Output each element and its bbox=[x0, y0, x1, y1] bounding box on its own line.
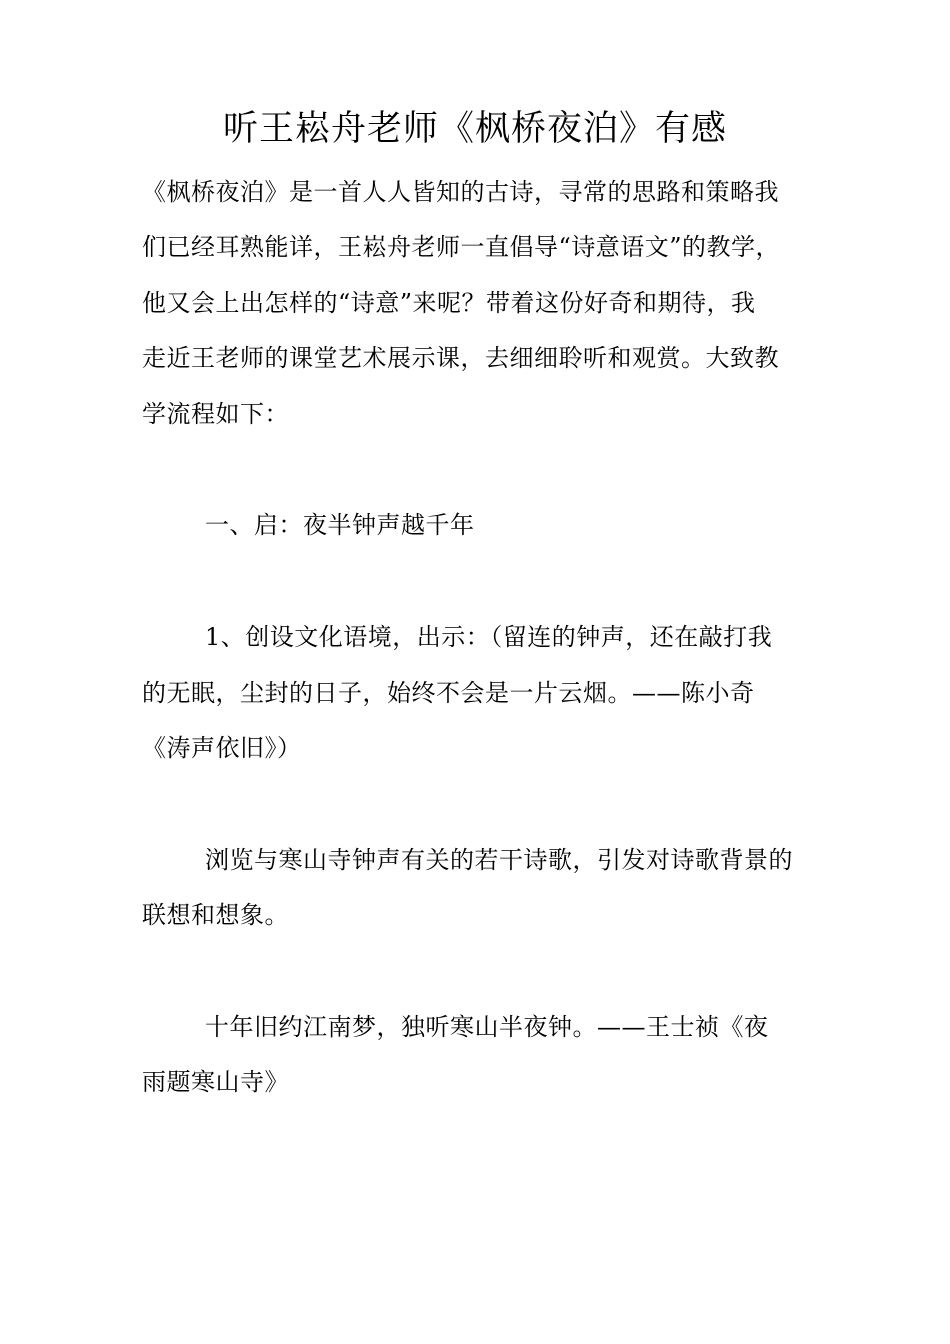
poem-line-1: 十年旧约江南梦，独听寒山半夜钟。——王士祯《夜 bbox=[205, 1013, 769, 1041]
browse-line-1: 浏览与寒山寺钟声有关的若干诗歌，引发对诗歌背景的 bbox=[205, 846, 793, 874]
browse-line-2: 联想和想象。 bbox=[142, 901, 289, 929]
intro-line-2: 们已经耳熟能详，王崧舟老师一直倡导“诗意语文”的教学， bbox=[142, 233, 781, 261]
poem-line-2: 雨题寒山寺》 bbox=[142, 1068, 289, 1096]
section-heading: 一、启：夜半钟声越千年 bbox=[205, 511, 475, 539]
item1-line-2: 的无眠，尘封的日子，始终不会是一片云烟。——陈小奇 bbox=[142, 679, 755, 707]
item1-line-3: 《涛声依旧》） bbox=[142, 734, 302, 762]
item1-line-1: 1、创设文化语境，出示：（留连的钟声，还在敲打我 bbox=[205, 623, 773, 651]
intro-line-3: 他又会上出怎样的“诗意”来呢？带着这份好奇和期待，我 bbox=[142, 289, 756, 317]
intro-line-5: 学流程如下： bbox=[142, 400, 289, 428]
document-title: 听王崧舟老师《枫桥夜泊》有感 bbox=[222, 109, 727, 149]
intro-line-1: 《枫桥夜泊》是一首人人皆知的古诗，寻常的思路和策略我 bbox=[142, 178, 779, 206]
intro-line-4: 走近王老师的课堂艺术展示课，去细细聆听和观赏。大致教 bbox=[142, 344, 779, 372]
